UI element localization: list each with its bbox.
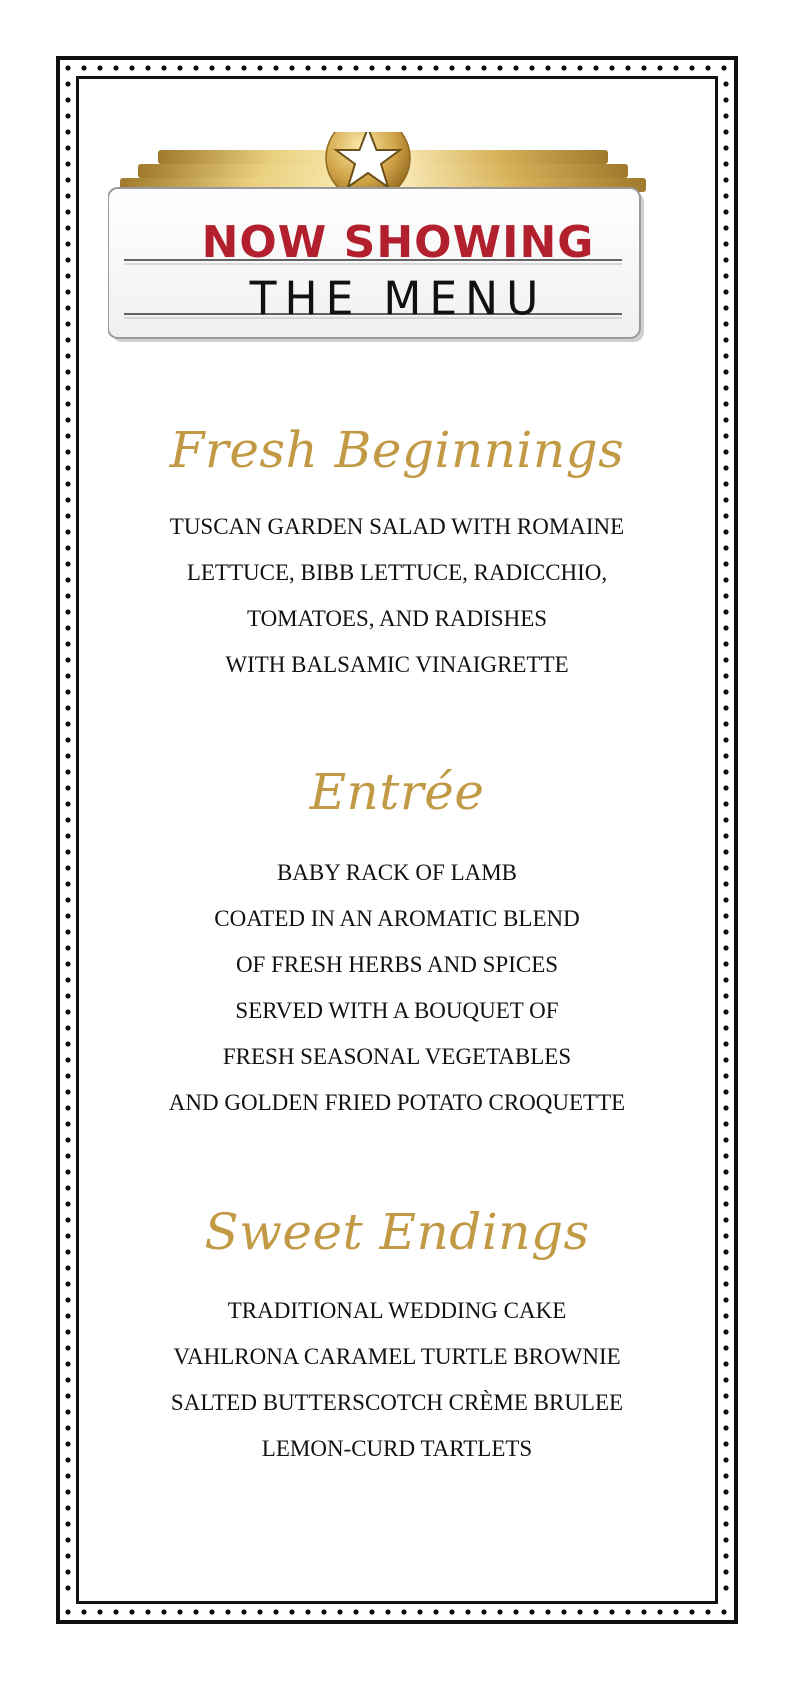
menu-line: AND GOLDEN FRIED POTATO CROQUETTE xyxy=(168,1090,626,1115)
marquee-header xyxy=(108,132,688,354)
menu-line: VAHLRONA CARAMEL TURTLE BROWNIE xyxy=(173,1344,621,1369)
menu-line: OF FRESH HERBS AND SPICES xyxy=(235,952,559,977)
menu-line: TRADITIONAL WEDDING CAKE xyxy=(227,1298,567,1323)
menu-line: LETTUCE, BIBB LETTUCE, RADICCHIO, xyxy=(186,560,608,585)
menu-line: SALTED BUTTERSCOTCH CRÈME BRULEE xyxy=(170,1390,624,1415)
menu-line: TUSCAN GARDEN SALAD WITH ROMAINE xyxy=(169,514,625,539)
menu-line: LEMON-CURD TARTLETS xyxy=(261,1436,533,1461)
marquee-subtitle: THE MENU xyxy=(249,272,547,327)
marquee-title: NOW SHOWING xyxy=(201,217,595,268)
menu-line: TOMATOES, AND RADISHES xyxy=(246,606,548,631)
section-heading-fresh-beginnings: Fresh Beginnings xyxy=(169,421,625,479)
section-body-sweet-endings xyxy=(76,1288,718,1472)
section-body-fresh-beginnings xyxy=(76,504,718,688)
menu-line: WITH BALSAMIC VINAIGRETTE xyxy=(225,652,569,677)
section-heading-sweet-endings: Sweet Endings xyxy=(204,1203,590,1261)
menu-line: COATED IN AN AROMATIC BLEND xyxy=(214,906,580,931)
section-body-entree xyxy=(76,850,718,1126)
menu-line: BABY RACK OF LAMB xyxy=(276,860,518,885)
section-heading-entree: Entrée xyxy=(309,763,485,821)
menu-line: FRESH SEASONAL VEGETABLES xyxy=(222,1044,572,1069)
menu-line: SERVED WITH A BOUQUET OF xyxy=(235,998,559,1023)
